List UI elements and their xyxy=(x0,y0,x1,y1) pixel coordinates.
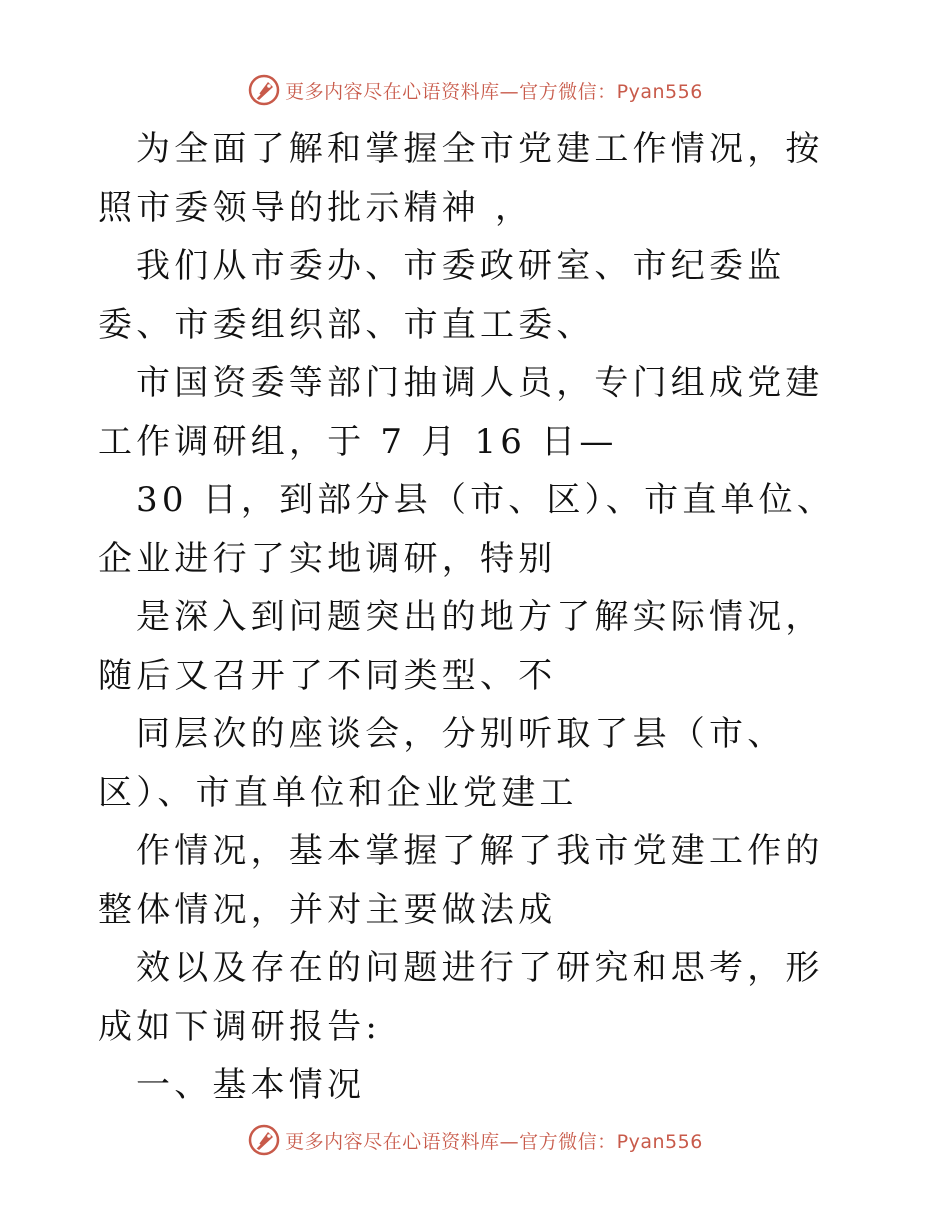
paragraph: 30 日，到部分县（市、区）、市直单位、企业进行了实地调研，特别 xyxy=(98,480,836,579)
header-banner-text: 更多内容尽在心语资料库—官方微信：Pyan556 xyxy=(285,80,703,103)
footer-banner xyxy=(0,1118,950,1162)
paragraph: 为全面了解和掌握全市党建工作情况，按照市委领导的批示精神 ， xyxy=(98,129,824,228)
footer-banner-text: 更多内容尽在心语资料库—官方微信：Pyan556 xyxy=(285,1130,703,1153)
paragraph: 同层次的座谈会，分别听取了县（市、区）、市直单位和企业党建工 xyxy=(98,714,786,813)
paragraph: 作情况，基本掌握了解了我市党建工作的整体情况，并对主要做法成 xyxy=(98,831,824,930)
pen-nib-circle-icon xyxy=(247,1123,281,1157)
paragraph: 是深入到问题突出的地方了解实际情况，随后又召开了不同类型、不 xyxy=(98,597,824,696)
header-banner xyxy=(0,68,950,112)
document-body xyxy=(98,120,858,1115)
section-heading: 一、基本情况 xyxy=(136,1065,366,1105)
paragraph: 我们从市委办、市委政研室、市纪委监委、市委组织部、市直工委、 xyxy=(98,246,786,345)
paragraph: 市国资委等部门抽调人员，专门组成党建工作调研组，于 7 月 16 日— xyxy=(98,363,824,462)
paragraph: 效以及存在的问题进行了研究和思考，形成如下调研报告: xyxy=(98,948,824,1047)
pen-nib-circle-icon xyxy=(247,73,281,107)
